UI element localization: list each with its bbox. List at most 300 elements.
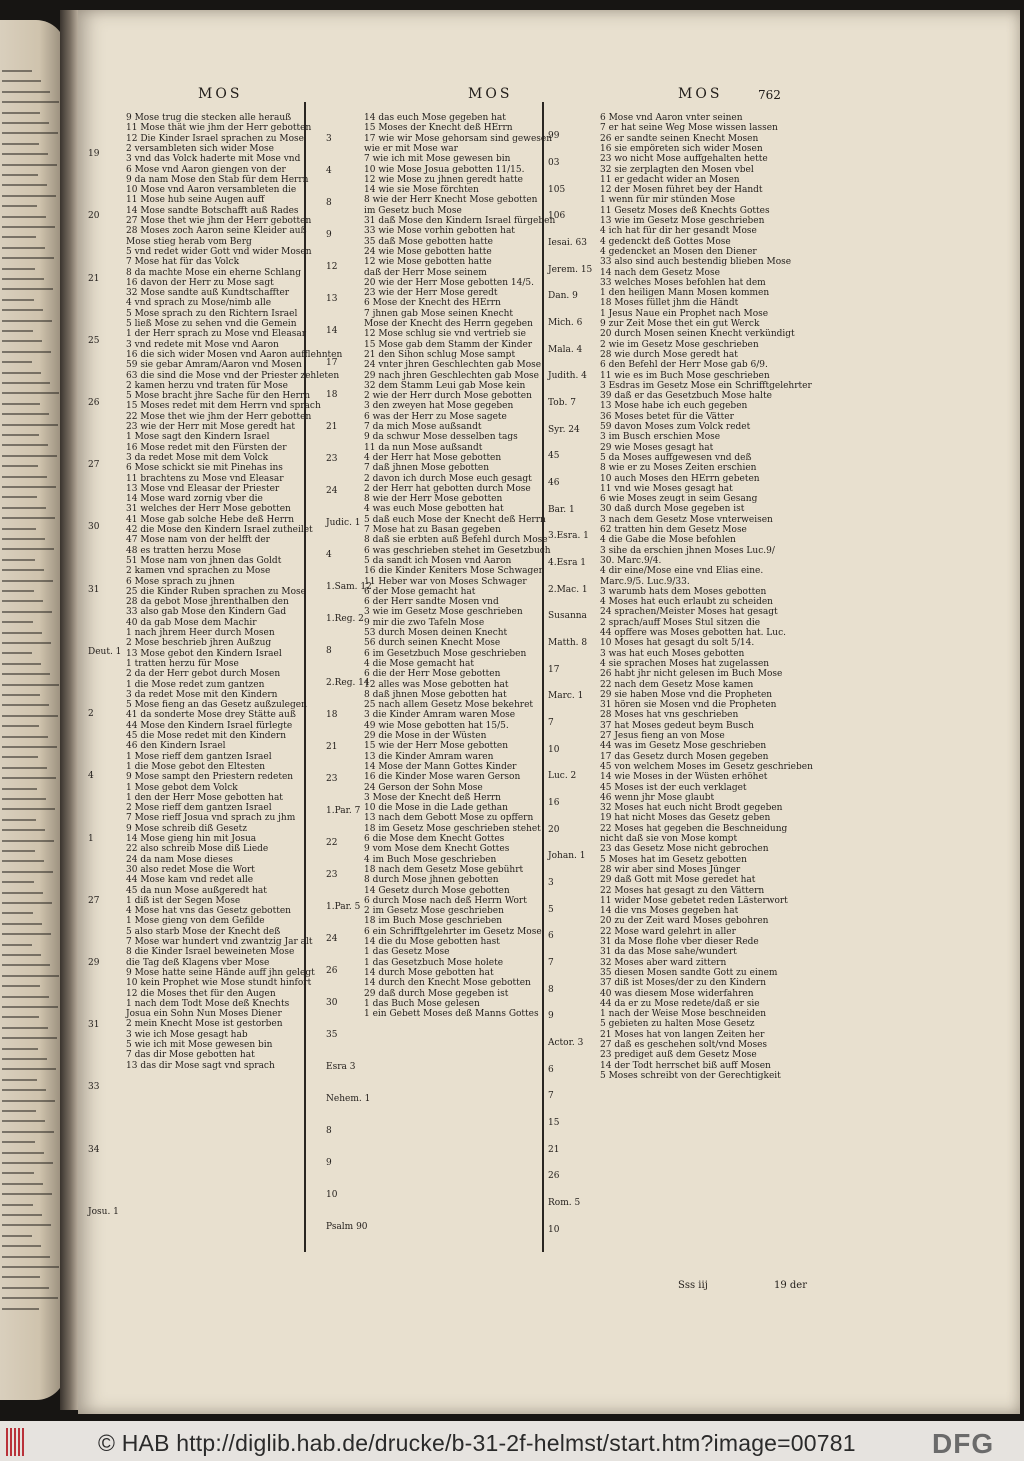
index-entry: 2 wie der Herr durch Mose gebotten (364, 391, 532, 402)
facing-page-text-line (2, 725, 39, 727)
facing-page-text-line (2, 736, 48, 738)
index-entry: 1 der Herr sprach zu Mose vnd Eleasar (126, 329, 306, 340)
index-entry: 24 da nam Mose dieses (126, 854, 233, 865)
index-entry: 1 wenn für mir stünden Mose (600, 195, 736, 206)
margin-reference: Nehem. 1 (326, 1094, 371, 1104)
margin-reference: 1.Reg. 2 (326, 614, 364, 624)
index-entry: 13 nach dem Gebott Mose zu opffern (364, 813, 534, 824)
index-entry: 6 Mose vnd Aaron giengen von der (126, 164, 286, 175)
index-entry: 59 davon Moses zum Volck redet (600, 422, 751, 432)
index-entry: 8 die Kinder Israel beweineten Mose (126, 947, 295, 958)
index-entry: daß der Herr Mose seinem (364, 267, 487, 278)
margin-reference: 26 (548, 1171, 560, 1182)
facing-page-text-line (2, 1204, 33, 1206)
index-entry: 1 den heiligen Mann Mosen kommen (600, 288, 770, 299)
margin-reference: 26 (88, 398, 100, 408)
index-entry: 5 daß euch Mose der Knecht deß Herrn (364, 514, 546, 525)
margin-reference: 45 (548, 451, 560, 462)
facing-page-text-line (2, 798, 46, 800)
margin-reference: Susanna (548, 611, 587, 622)
margin-reference: 21 (88, 273, 100, 284)
margin-reference: 35 (326, 1030, 338, 1040)
index-entry: 21 den Sihon schlug Mose sampt (364, 349, 516, 360)
index-entry: 44 Mose kam vnd redet alle (126, 875, 254, 886)
facing-page-text-line (2, 652, 32, 654)
index-entry: 4 dir eine/Mose eine vnd Elias eine. (600, 566, 764, 577)
index-entry: 11 brachtens zu Mose vnd Eleasar (126, 473, 284, 484)
index-entry: 12 alles was Mose gebotten hat (364, 679, 509, 690)
index-entry: 33 also gab Mose den Kindern Gad (126, 607, 287, 618)
margin-reference: Dan. 9 (548, 291, 578, 302)
index-entry: 6 im Gesetzbuch Mose geschrieben (364, 648, 527, 659)
facing-page-text-line (2, 122, 49, 124)
index-entry: 11 wie es im Buch Mose geschrieben (600, 370, 770, 381)
margin-reference: 2.Mac. 1 (548, 584, 588, 595)
index-entry: im Gesetz buch Mose (364, 205, 462, 216)
facing-page-text-line (2, 216, 46, 218)
facing-page-text-line (2, 112, 40, 114)
index-entry: 13 Mose habe ich euch gegeben (600, 401, 748, 412)
index-entry: 31 welches der Herr Mose gebotten (126, 504, 291, 515)
index-entry: 11 Gesetz Moses deß Knechts Gottes (600, 205, 770, 216)
index-entry: 14 Mose der Mann Gottes Kinder (364, 761, 517, 772)
index-entry: 29 die Mose in der Wüsten (364, 731, 487, 741)
index-entry: 10 Mose vnd Aaron versambleten die (126, 185, 297, 196)
facing-page-text-line (2, 340, 42, 342)
index-entry: 10 kein Prophet wie Mose stundt hinfort (126, 978, 312, 989)
margin-reference: Esra 3 (326, 1062, 356, 1072)
index-entry: 44 Mose den Kindern Israel fürlegte (126, 720, 293, 731)
facing-page-text-line (2, 673, 50, 675)
facing-page-text-line (2, 975, 59, 977)
facing-page-text-line (2, 1235, 32, 1237)
index-entry: 56 durch seinen Knecht Mose (364, 638, 501, 649)
facing-page-text-line (2, 788, 37, 790)
index-entry: 33 also sind auch bestendig blieben Mose (600, 257, 792, 268)
facing-page-edge (0, 20, 66, 1400)
index-entry: 14 Mose gieng hin mit Josua (126, 834, 257, 844)
index-entry: 2 kamen vnd sprachen zu Mose (126, 566, 271, 577)
facing-page-text-line (2, 954, 41, 956)
index-entry: 8 durch Mose jhnen gebotten (364, 875, 499, 886)
index-entry: 17 das Gesetz durch Mosen gegeben (600, 751, 769, 762)
margin-reference: 3 (548, 878, 554, 888)
margin-reference: 20 (88, 211, 100, 222)
margin-reference: 26 (326, 966, 338, 976)
index-entry: 3 Esdras im Gesetz Mose ein Schrifftgelehrter (600, 380, 812, 391)
index-entry: 29 sie haben Mose vnd die Propheten (600, 689, 773, 700)
index-entry: 11 da nun Mose außsandt (364, 442, 483, 453)
facing-page-text-line (2, 694, 40, 696)
facing-page-text-line (2, 351, 51, 353)
index-entry: 28 da gebot Mose jhrenthalben den (126, 597, 289, 608)
index-entry: 4 Moses hat euch erlaubt zu scheiden (600, 597, 773, 608)
margin-reference: 23 (326, 870, 338, 880)
index-entry: 17 wie wir Mose gehorsam sind gewesen (364, 133, 553, 144)
index-entry: 27 Mose thet wie jhm der Herr gebotten (126, 216, 312, 226)
index-entry: 14 durch den Knecht Mose gebotten (364, 978, 531, 989)
index-entry: 41 Mose gab solche Hebe deß Herrn (126, 514, 295, 525)
facing-page-text-line (2, 205, 37, 207)
margin-reference: 20 (548, 824, 560, 835)
index-entry: 1 die Mose gebot den Eltesten (126, 761, 266, 772)
margin-reference: 7 (548, 1091, 554, 1102)
index-entry: 12 wie Mose zu jhnen geredt hatte (364, 174, 523, 185)
facing-page-text-line (2, 1100, 55, 1102)
facing-page-text-line (2, 247, 45, 249)
index-entry: 2 Mose rieff dem gantzen Israel (126, 803, 272, 814)
book-page (78, 10, 1020, 1414)
index-entry: 3 da redet Mose mit den Kindern (126, 689, 278, 700)
facing-page-text-line (2, 496, 37, 498)
index-entry: 14 wie Moses in der Wüsten erhöhet (600, 772, 768, 783)
index-entry: 2 da der Herr gebot durch Mosen (126, 669, 281, 680)
index-entry: 1 Mose gieng von dem Gefilde (126, 916, 265, 927)
facing-page-text-line (2, 590, 34, 592)
index-entry: 14 der Todt herrschet biß auff Mosen (600, 1060, 771, 1071)
index-entry: 28 Moses zoch Aaron seine Kleider auß (126, 226, 307, 237)
index-entry: 5 gebieten zu halten Mose Gesetz (600, 1019, 755, 1030)
index-entry: 14 das euch Mose gegeben hat (364, 113, 506, 123)
index-entry: 20 zu der Zeit ward Moses gebohren (600, 916, 769, 927)
index-entry: 3 nach dem Gesetz Mose vnterweisen (600, 514, 773, 525)
index-entry: 24 vnter jhren Geschlechten gab Mose (364, 360, 542, 371)
index-entry: 23 prediget auß dem Gesetz Mose (600, 1050, 757, 1061)
index-entry: 8 daß jhnen Mose gebotten hat (364, 689, 507, 700)
facing-page-text-line (2, 1297, 58, 1299)
index-entry: 10 wie Mose Josua gebotten 11/15. (364, 164, 525, 175)
index-entry: 44 da er zu Mose redete/daß er sie (600, 998, 760, 1009)
margin-reference: 24 (326, 486, 338, 496)
dfg-logo: DFG (932, 1428, 995, 1459)
index-entry: 1 diß ist der Segen Mose (126, 895, 241, 906)
index-entry: 1 das Gesetz Mose (364, 947, 450, 958)
margin-reference: 9 (548, 1011, 554, 1022)
index-entry: 26 er sandte seinen Knecht Mosen (600, 133, 759, 144)
facing-page-text-line (2, 309, 43, 311)
index-entry: 8 wie er zu Moses Zeiten erschien (600, 463, 757, 474)
facing-page-text-line (2, 1256, 50, 1258)
facing-page-text-line (2, 746, 57, 748)
facing-page-text-line (2, 361, 32, 363)
index-entry: 7 das dir Mose gebotten hat (126, 1050, 255, 1061)
facing-page-text-line (2, 257, 54, 259)
margin-reference: 13 (326, 294, 338, 304)
index-entry: 11 vnd wie Moses gesagt hat (600, 483, 733, 494)
facing-page-text-line (2, 1245, 41, 1247)
index-entry: 24 Gerson der Sohn Mose (364, 782, 483, 793)
index-entry: 9 da schwur Mose desselben tags (364, 432, 518, 443)
index-entry: 9 Mose hatte seine Hände auff jhn gelegt (126, 967, 315, 978)
index-entry: 16 Mose redet mit den Fürsten der (126, 442, 287, 453)
facing-page-text-line (2, 278, 44, 280)
facing-page-text-line (2, 455, 57, 457)
facing-page-text-line (2, 288, 53, 290)
index-entry: 14 nach dem Gesetz Mose (600, 267, 720, 278)
facing-page-text-line (2, 1183, 43, 1185)
facing-page-text-line (2, 715, 58, 717)
index-entry: wie er mit Mose war (364, 143, 458, 154)
index-entry: 45 die Mose redet mit den Kindern (126, 731, 286, 741)
index-entry: 1 nach der Weise Mose beschneiden (600, 1009, 767, 1020)
margin-reference: 30 (326, 998, 338, 1008)
margin-reference: Marc. 1 (548, 691, 584, 702)
index-entry: 31 da Mose flohe vber dieser Rede (600, 937, 759, 947)
index-entry: 41 da sonderte Mose drey Stätte auß (126, 710, 296, 721)
margin-reference: Mich. 6 (548, 318, 583, 328)
facing-page-text-line (2, 413, 49, 415)
index-entry: 40 da gab Mose dem Machir (126, 617, 257, 628)
facing-page-text-line (2, 372, 41, 374)
facing-page-text-line (2, 840, 54, 842)
index-entry: 2 der Herr hat gebotten durch Mose (364, 483, 531, 494)
index-entry: 4 ich hat für dir her gesandt Mose (600, 226, 757, 237)
index-entry: 32 Mose sandte auß Kundtschaffter (126, 288, 290, 299)
facing-page-text-line (2, 1037, 57, 1039)
facing-page-text-line (2, 580, 53, 582)
index-entry: 5 Mose fieng an das Gesetz außzulegen (126, 700, 307, 711)
index-entry: 1 ein Gebett Moses deß Manns Gottes (364, 1009, 539, 1020)
index-entry: 14 die vns Moses gegeben hat (600, 906, 739, 917)
facing-page-text-line (2, 892, 43, 894)
facing-page-text-line (2, 1266, 59, 1268)
index-entry: 14 die du Mose gebotten hast (364, 937, 500, 947)
index-entry: 1 das Buch Mose gelesen (364, 998, 480, 1009)
margin-reference: 99 (548, 131, 560, 142)
index-entry: 33 welches Moses befohlen hat dem (600, 277, 766, 288)
index-entry: 6 der Mose gemacht hat (364, 586, 476, 597)
index-entry: 9 Mose sampt den Priestern redeten (126, 772, 294, 783)
facing-page-text-line (2, 1224, 51, 1226)
facing-page-text-line (2, 923, 42, 925)
index-entry: 6 durch Mose nach deß Herrn Wort (364, 895, 527, 906)
margin-reference: Rom. 5 (548, 1198, 581, 1208)
index-entry: 2 davon ich durch Mose euch gesagt (364, 473, 532, 484)
index-entry: 1 nach jhrem Heer durch Mosen (126, 628, 275, 638)
index-entry: 3 wie im Gesetz Mose geschrieben (364, 607, 523, 618)
margin-reference: Psalm 90 (326, 1222, 368, 1232)
index-entry: 26 habt jhr nicht gelesen im Buch Mose (600, 669, 783, 680)
index-entry: 5 Mose bracht jhre Sache für den Herrn (126, 391, 311, 402)
index-entry: 6 ein Schrifftgelehrter im Gesetz Mose (364, 926, 542, 937)
facing-page-text-line (2, 1058, 47, 1060)
facing-page-text-line (2, 1152, 44, 1154)
facing-page-text-line (2, 704, 49, 706)
margin-reference: 14 (326, 326, 338, 336)
margin-reference: 19 (88, 149, 100, 160)
facing-page-text-line (2, 1048, 38, 1050)
index-entry: 6 Mose sprach zu jhnen (126, 576, 235, 587)
index-entry: 29 daß durch Mose gegeben ist (364, 988, 509, 999)
index-entry: 5 vnd redet wider Gott vnd wider Mosen (126, 246, 312, 257)
facing-page-text-line (2, 330, 33, 332)
margin-reference: Mala. 4 (548, 344, 583, 355)
index-entry: 3 warumb hats dem Moses gebotten (600, 586, 767, 597)
margin-reference: 10 (326, 1190, 338, 1200)
index-entry: 10 die Mose in die Lade gethan (364, 803, 508, 814)
margin-reference: Tob. 7 (548, 398, 576, 408)
index-entry: 31 da das Mose sahe/wundert (600, 947, 737, 958)
margin-reference: 34 (88, 1144, 100, 1155)
margin-reference: 16 (548, 798, 560, 808)
index-entry: 1 tratten herzu für Mose (126, 658, 239, 669)
facing-page-text-line (2, 1006, 58, 1008)
index-entry: 1 den der Herr Mose gebotten hat (126, 792, 283, 803)
facing-page-text-line (2, 1172, 34, 1174)
index-entry: 16 sie empöreten sich wider Mosen (600, 143, 763, 154)
margin-reference: 106 (548, 211, 566, 222)
index-entry: 3 die Kinder Amram waren Mose (364, 710, 516, 721)
index-entry: 1 Mose rieff dem gantzen Israel (126, 751, 272, 762)
index-entry: 22 Mose thet wie jhm der Herr gebotten (126, 411, 312, 422)
margin-reference: 7 (548, 718, 554, 728)
index-entry: 3 vnd das Volck haderte mit Mose vnd (126, 154, 301, 165)
margin-reference: 8 (548, 984, 554, 995)
index-entry: 4 der Herr hat Mose gebotten (364, 452, 502, 463)
margin-reference: 6 (548, 1064, 554, 1075)
index-entry: 18 nach dem Gesetz Mose gebührt (364, 864, 524, 875)
facing-page-text-line (2, 299, 34, 301)
margin-reference: 24 (326, 934, 338, 944)
facing-page-text-line (2, 174, 38, 176)
index-entry: 16 davon der Herr zu Mose sagt (126, 277, 274, 288)
index-entry: 20 durch Mosen seinen Knecht verkündigt (600, 329, 795, 340)
index-entry: 27 daß es geschehen solt/vnd Moses (600, 1040, 768, 1050)
index-entry: 29 wie Moses gesagt hat (600, 442, 714, 453)
index-entry: 31 daß Mose den Kindern Israel fürgeben (364, 216, 556, 226)
index-entry: 14 durch Mose gebotten hat (364, 967, 494, 978)
index-entry: Josua ein Sohn Nun Moses Diener (126, 1009, 282, 1020)
index-entry: 28 wie durch Mose geredt hat (600, 349, 738, 360)
index-entry: 29 daß Gott mit Mose geredet hat (600, 875, 756, 886)
facing-page-text-line (2, 91, 50, 93)
index-entry: 9 zur Zeit Mose thet ein gut Werck (600, 319, 760, 329)
index-entry: 9 vom Mose dem Knecht Gottes (364, 844, 510, 855)
facing-page-text-line (2, 1287, 49, 1289)
margin-reference: 1.Par. 7 (326, 806, 361, 816)
margin-reference: 21 (548, 1144, 560, 1155)
index-entry: 4 die Gabe die Mose befohlen (600, 535, 736, 546)
index-entry: 13 die Kinder Amram waren (364, 751, 494, 762)
index-entry: 32 sie zerplagten den Mosen vbel (600, 164, 754, 175)
margin-reference: Johan. 1 (548, 851, 586, 862)
margin-reference: Luc. 2 (548, 771, 577, 782)
index-entry: 18 Moses füllet jhm die Händt (600, 298, 739, 309)
index-entry: 22 Mose ward gelehrt in aller (600, 926, 736, 937)
index-entry: 7 Mose war hundert vnd zwantzig Jar alt (126, 937, 313, 947)
index-entry: 62 tratten hin dem Gesetz Mose (600, 525, 747, 535)
facing-page-text-line (2, 268, 35, 270)
index-entry: 2 mein Knecht Mose ist gestorben (126, 1019, 283, 1030)
margin-reference: Syr. 24 (548, 424, 580, 435)
facing-page-text-line (2, 184, 47, 186)
index-entry: 6 Mose der Knecht des HErrn (364, 298, 501, 309)
index-entry: 49 wie Mose gebotten hat 15/5. (364, 720, 509, 731)
column-rule-2 (542, 102, 544, 1252)
facing-page-text-line (2, 195, 56, 197)
index-entry: 2 Mose beschrieb jhren Außzug (126, 638, 272, 649)
index-entry: 12 wie Mose gebotten hatte (364, 257, 492, 268)
facing-page-text-line (2, 559, 35, 561)
facing-page-text-line (2, 777, 56, 779)
index-entry: 5 Moses schreibt von der Gerechtigkeit (600, 1070, 781, 1081)
index-entry: 45 Moses ist der euch verklaget (600, 782, 747, 793)
facing-page-text-line (2, 1120, 45, 1122)
index-entry: 11 Heber war von Moses Schwager (364, 576, 527, 587)
index-entry: 8 da machte Mose ein eherne Schlang (126, 267, 301, 278)
facing-page-text-line (2, 392, 59, 394)
margin-reference: Josu. 1 (88, 1206, 119, 1217)
index-entry: 30. Marc.9/4. (600, 555, 662, 566)
index-entry: 8 daß sie erbten auß Befehl durch Mose (364, 535, 548, 546)
facing-page-text-line (2, 476, 47, 478)
index-entry: 22 also schreib Mose diß Liede (126, 844, 269, 855)
index-entry: die Tag deß Klagens vber Mose (126, 957, 270, 968)
index-entry: 6 die der Herr Mose gebotten (364, 669, 501, 680)
index-entry: 6 Mose schickt sie mit Pinehas ins (126, 463, 283, 474)
index-entry: 5 da sandt ich Mosen vnd Aaron (364, 555, 512, 566)
index-entry: 28 wir aber sind Moses Jünger (600, 864, 741, 875)
margin-reference: 23 (326, 454, 338, 464)
facing-page-text-line (2, 902, 52, 904)
margin-reference: 23 (326, 774, 338, 784)
index-entry: 22 Moses hat gesagt zu den Vättern (600, 885, 765, 896)
index-entry: 35 daß Mose gebotten hatte (364, 236, 493, 247)
index-entry: Mose stieg herab vom Berg (126, 236, 252, 247)
index-entry: 15 Moses der Knecht deß HErrn (364, 123, 513, 134)
index-entry: 37 hat Moses gedeut beym Busch (600, 720, 754, 731)
facing-page-text-line (2, 517, 55, 519)
index-entry: 7 Mose hat zu Basan gegeben (364, 525, 501, 535)
index-entry: 7 Mose hat für das Volck (126, 257, 240, 268)
index-entry: 44 opffere was Moses gebotten hat. Luc. (600, 628, 786, 638)
index-entry: 40 was diesem Mose widerfahren (600, 988, 754, 999)
margin-reference: 22 (326, 838, 338, 848)
index-entry: 25 die Kinder Ruben sprachen zu Mose (126, 586, 306, 597)
index-entry: 36 Moses betet für die Vätter (600, 411, 734, 422)
index-entry: 5 Mose sprach zu den Richtern Israel (126, 308, 298, 319)
index-entry: 33 wie Mose vorhin gebotten hat (364, 226, 515, 237)
margin-reference: 4 (326, 550, 332, 560)
facing-page-text-line (2, 80, 41, 82)
copyright-link[interactable]: © HAB http://diglib.hab.de/drucke/b-31-2f-helmst/start.htm?image=00781 (98, 1430, 856, 1456)
facing-page-text-line (2, 632, 42, 634)
index-entry: 14 Mose ward zornig vber die (126, 494, 263, 505)
margin-reference: Bar. 1 (548, 504, 575, 515)
margin-reference: Judith. 4 (548, 371, 587, 382)
index-entry: 16 die sich wider Mosen vnd Aaron aufflehnten (126, 349, 343, 360)
margin-reference: Jerem. 15 (548, 264, 593, 275)
index-entry: 2 im Gesetz Mose geschrieben (364, 906, 504, 917)
margin-reference: 03 (548, 158, 560, 168)
index-entry: 2 sprach/auff Moses Stul sitzen die (600, 617, 761, 628)
margin-reference: 7 (548, 958, 554, 968)
margin-reference: 1.Par. 5 (326, 902, 361, 912)
signature-mark: Sss iij (678, 1280, 708, 1291)
facing-page-text-line (2, 1089, 46, 1091)
facing-page-text-line (2, 1068, 56, 1070)
index-entry: 9 Mose trug die stecken alle herauß (126, 113, 292, 123)
index-entry: 4 was euch Mose gebotten hat (364, 504, 504, 515)
index-entry: 6 die Mose dem Knecht Gottes (364, 834, 505, 844)
index-entry: 1 nach dem Todt Mose deß Knechts (126, 998, 290, 1009)
facing-page-text-line (2, 382, 50, 384)
facing-page-text-line (2, 101, 59, 103)
margin-reference: 27 (88, 460, 100, 471)
index-entry: 12 der Mosen führet bey der Handt (600, 185, 763, 196)
margin-reference: 17 (548, 664, 560, 675)
margin-reference: 3 (326, 134, 332, 144)
